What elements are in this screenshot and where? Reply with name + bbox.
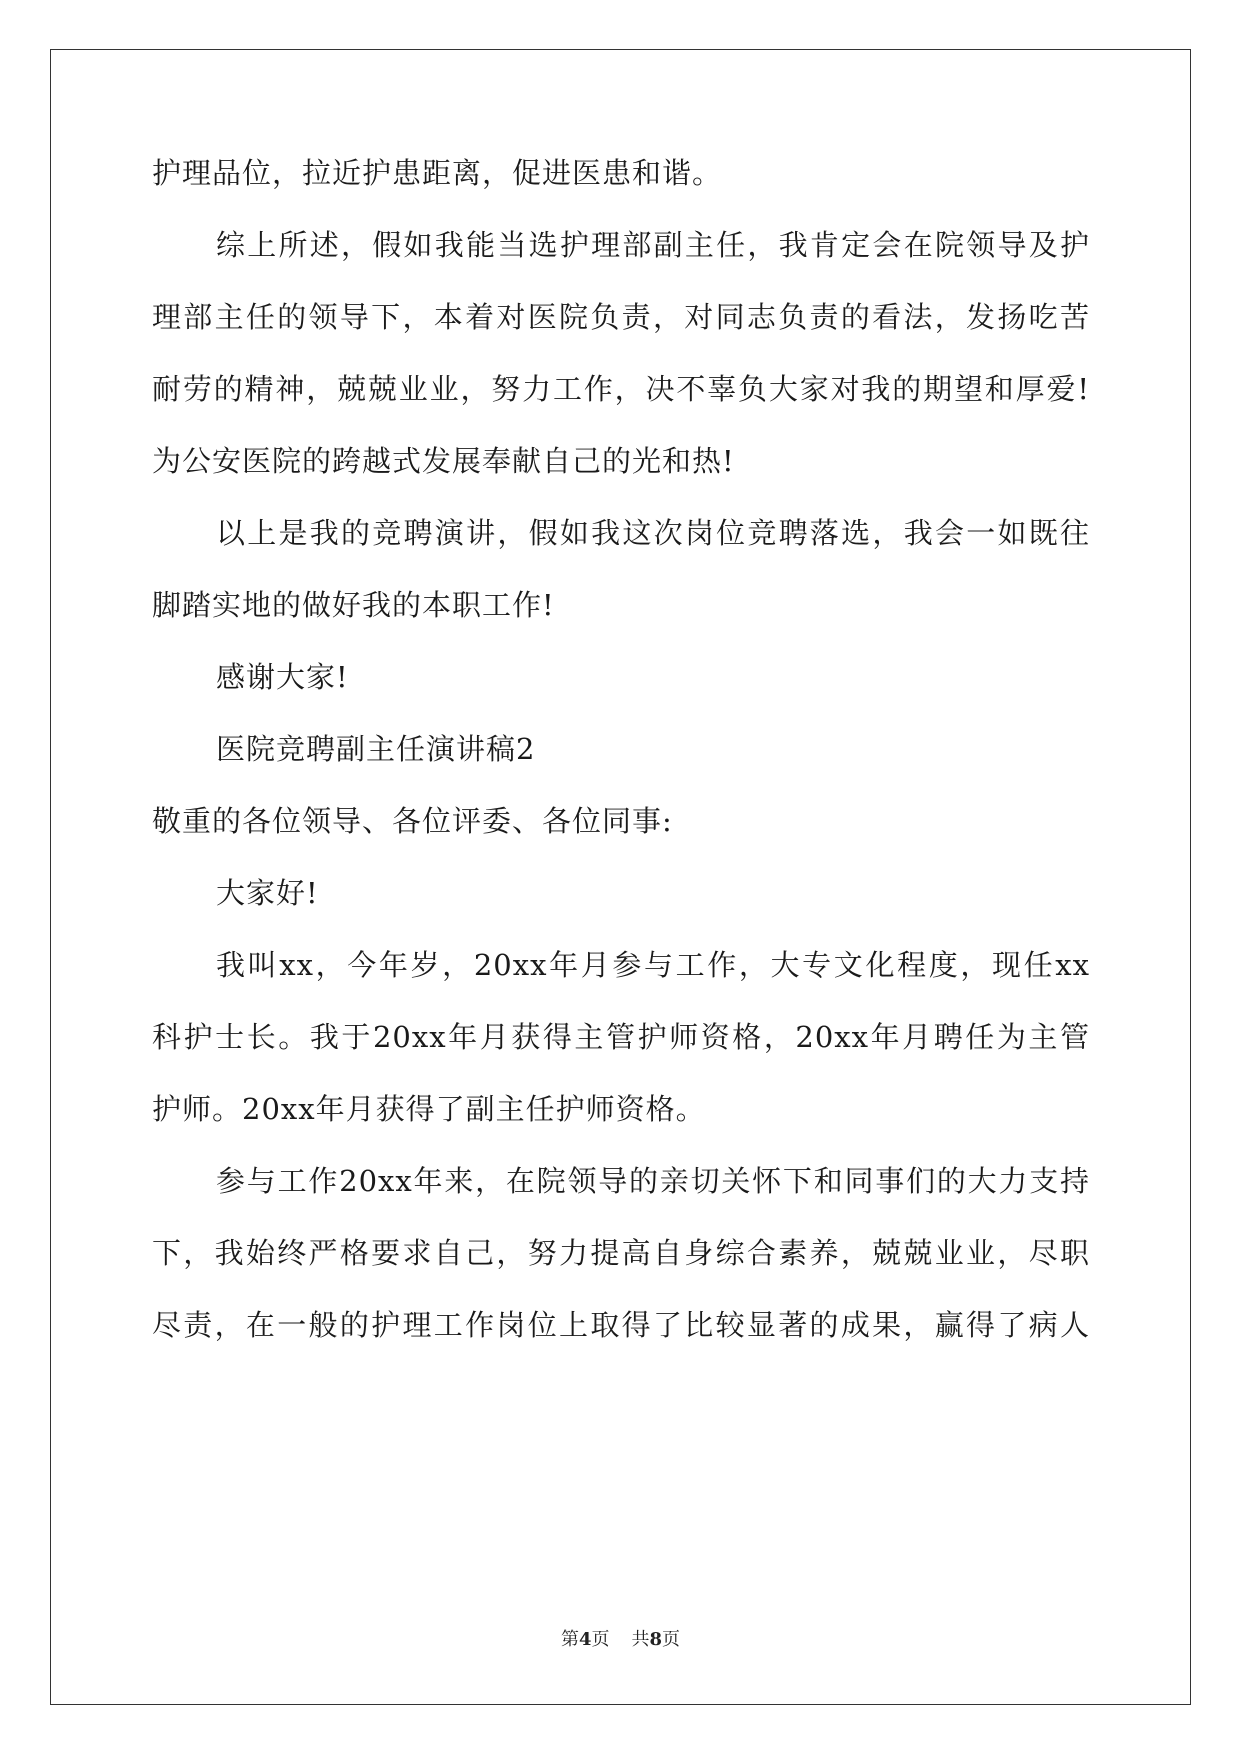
total-prefix: 共 xyxy=(631,1629,650,1650)
paragraph-line: 下，我始终严格要求自己，努力提高自身综合素养，兢兢业业，尽职 xyxy=(152,1236,1090,1270)
paragraph-line: 科护士长。我于20xx年月获得主管护师资格，20xx年月聘任为主管 xyxy=(152,1020,1090,1054)
paragraph-line: 参与工作20xx年来，在院领导的亲切关怀下和同事们的大力支持 xyxy=(216,1164,1090,1198)
section-heading: 医院竞聘副主任演讲稿2 xyxy=(216,732,536,766)
salutation: 敬重的各位领导、各位评委、各位同事: xyxy=(152,804,673,838)
paragraph-line: 脚踏实地的做好我的本职工作! xyxy=(152,588,555,622)
page-prefix: 第 xyxy=(560,1629,579,1650)
paragraph-line: 我叫xx，今年岁，20xx年月参与工作，大专文化程度，现任xx xyxy=(216,948,1090,982)
paragraph-line: 为公安医院的跨越式发展奉献自己的光和热! xyxy=(152,444,735,478)
page-footer xyxy=(0,1628,1241,1652)
paragraph-line: 综上所述，假如我能当选护理部副主任，我肯定会在院领导及护 xyxy=(216,228,1090,262)
paragraph-line: 理部主任的领导下，本着对医院负责，对同志负责的看法，发扬吃苦 xyxy=(152,300,1090,334)
paragraph-line: 护师。20xx年月获得了副主任护师资格。 xyxy=(152,1092,706,1126)
page-suffix: 页 xyxy=(591,1629,610,1650)
paragraph-line: 耐劳的精神，兢兢业业，努力工作，决不辜负大家对我的期望和厚爱! xyxy=(152,372,1090,406)
total-suffix: 页 xyxy=(662,1629,681,1650)
paragraph-line: 护理品位，拉近护患距离，促进医患和谐。 xyxy=(152,156,723,190)
paragraph-line: 感谢大家! xyxy=(216,660,349,694)
greeting: 大家好! xyxy=(216,876,319,910)
paragraph-line: 尽责，在一般的护理工作岗位上取得了比较显著的成果，赢得了病人 xyxy=(152,1308,1090,1342)
total-page-number: 8 xyxy=(649,1629,663,1650)
current-page-number: 4 xyxy=(578,1629,592,1650)
paragraph-line: 以上是我的竞聘演讲，假如我这次岗位竞聘落选，我会一如既往 xyxy=(216,516,1090,550)
